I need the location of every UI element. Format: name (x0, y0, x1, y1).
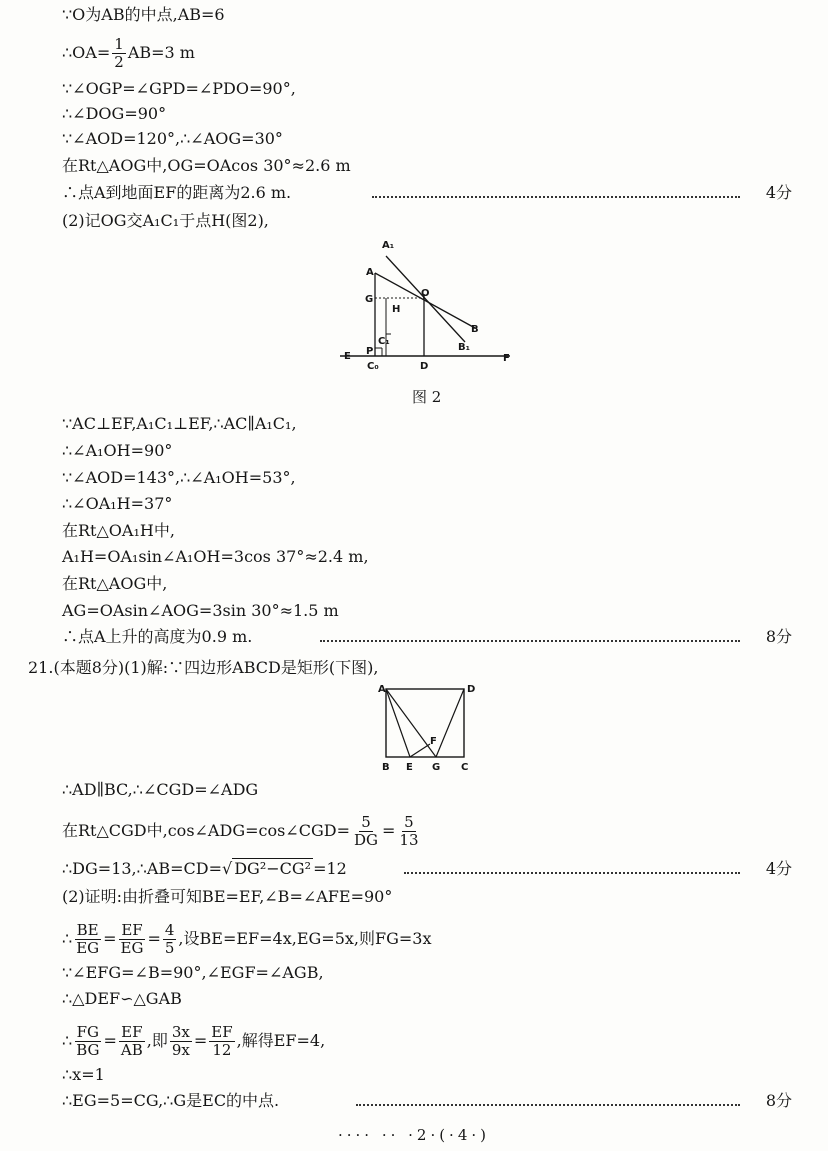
radical: DG²−CG² (234, 859, 312, 878)
line-a2: ∴OA= $\frac{1}{2}$ AB=3 m (62, 35, 195, 71)
label-f: F (430, 736, 437, 747)
label-c0: C₀ (367, 361, 379, 372)
label-o: O (421, 288, 430, 299)
dot-leader (404, 872, 740, 874)
label-h: H (392, 304, 401, 315)
label-f: F (503, 353, 510, 364)
line-c2: 在Rt△CGD中,cos∠ADG=cos∠CGD= $\frac{5}{DG}$ = $\frac{5}{13}$ (62, 813, 419, 849)
line-b9: ∴点A上升的高度为0.9 m. (62, 627, 253, 646)
score-8: 8分 (765, 627, 792, 646)
label-b: B (471, 324, 479, 335)
line-b6: A₁H=OA₁sin∠A₁OH=3cos 37°≈2.4 m, (62, 547, 369, 566)
line-a4: ∴∠DOG=90° (62, 104, 167, 123)
line-b4: ∴∠OA₁H=37° (62, 494, 173, 513)
line-a6: 在Rt△AOG中,OG=OAcos 30°≈2.6 m (62, 156, 351, 175)
label-a: A (366, 267, 374, 278)
line-a5: ∵∠AOD=120°,∴∠AOG=30° (62, 129, 283, 148)
line-a8: (2)记OG交A₁C₁于点H(图2), (62, 211, 269, 230)
dot-leader (372, 196, 740, 198)
page-footer: ···· ·· ·2·(·4·) (337, 1126, 490, 1144)
line-b5: 在Rt△OA₁H中, (62, 521, 175, 540)
label-b1: B₁ (458, 342, 471, 353)
segment-ae (386, 689, 410, 757)
label-p: P (366, 346, 374, 357)
label-c1: C₁ (378, 336, 390, 347)
line-b8: AG=OAsin∠AOG=3sin 30°≈1.5 m (62, 601, 339, 620)
label-d: D (467, 684, 476, 695)
line-c5: ∴ $\frac{BE}{EG}$ = $\frac{EF}{EG}$ = $\frac{4}{5}$ ,设BE=EF=4x,EG=5x,则FG=3x (62, 921, 432, 957)
line-c7: ∴△DEF∽△GAB (62, 989, 182, 1008)
label-b: B (382, 762, 390, 773)
score-8: 8分 (765, 1091, 792, 1110)
line-a3: ∵∠OGP=∠GPD=∠PDO=90°, (62, 79, 296, 98)
line-c8: ∴ $\frac{FG}{BG}$ = $\frac{EF}{AB}$ ,即 $\frac{3x}{9x}$ = $\frac{EF}{12}$ ,解得EF=4, (62, 1023, 326, 1059)
line-c10: ∴EG=5=CG,∴G是EC的中点. (62, 1091, 280, 1110)
label-a1: A₁ (382, 240, 395, 251)
label-g: G (432, 762, 441, 773)
line-a7: ∴点A到地面EF的距离为2.6 m. (62, 183, 292, 202)
segment-ef (410, 744, 430, 757)
segment-ab (375, 273, 475, 328)
line-a1: ∵O为AB的中点,AB=6 (62, 5, 225, 24)
line-b1: ∵AC⊥EF,A₁C₁⊥EF,∴AC∥A₁C₁, (62, 414, 297, 433)
line-c3: ∴DG=13,∴AB=CD=√ DG²−CG² =12 (62, 859, 347, 878)
figure-2-caption: 图 2 (412, 388, 442, 406)
label-d: D (420, 361, 429, 372)
score-4: 4分 (765, 859, 792, 878)
label-a: A (378, 684, 386, 695)
line-c0: 21.(本题8分)(1)解:∵四边形ABCD是矩形(下图), (28, 658, 379, 677)
rectangle-diagram (374, 682, 484, 774)
segment-a1b1 (386, 256, 465, 342)
label-g: G (365, 294, 374, 305)
fraction-half: $\frac{1}{2}$ (114, 35, 124, 71)
label-c: C (461, 762, 469, 773)
dot-leader (320, 640, 740, 642)
label-e: E (344, 351, 351, 362)
score-4: 4分 (765, 183, 792, 202)
line-c6: ∵∠EFG=∠B=90°,∠EGF=∠AGB, (62, 963, 324, 982)
line-b7: 在Rt△AOG中, (62, 574, 168, 593)
line-c9: ∴x=1 (62, 1065, 105, 1084)
line-b3: ∵∠AOD=143°,∴∠A₁OH=53°, (62, 468, 296, 487)
segment-ag (386, 689, 436, 757)
dot-leader (356, 1104, 740, 1106)
line-c4: (2)证明:由折叠可知BE=EF,∠B=∠AFE=90° (62, 887, 393, 906)
line-c1: ∴AD∥BC,∴∠CGD=∠ADG (62, 780, 259, 799)
label-e: E (406, 762, 413, 773)
figure-2-diagram (340, 238, 520, 378)
line-b2: ∴∠A₁OH=90° (62, 441, 173, 460)
segment-dg (436, 689, 464, 757)
